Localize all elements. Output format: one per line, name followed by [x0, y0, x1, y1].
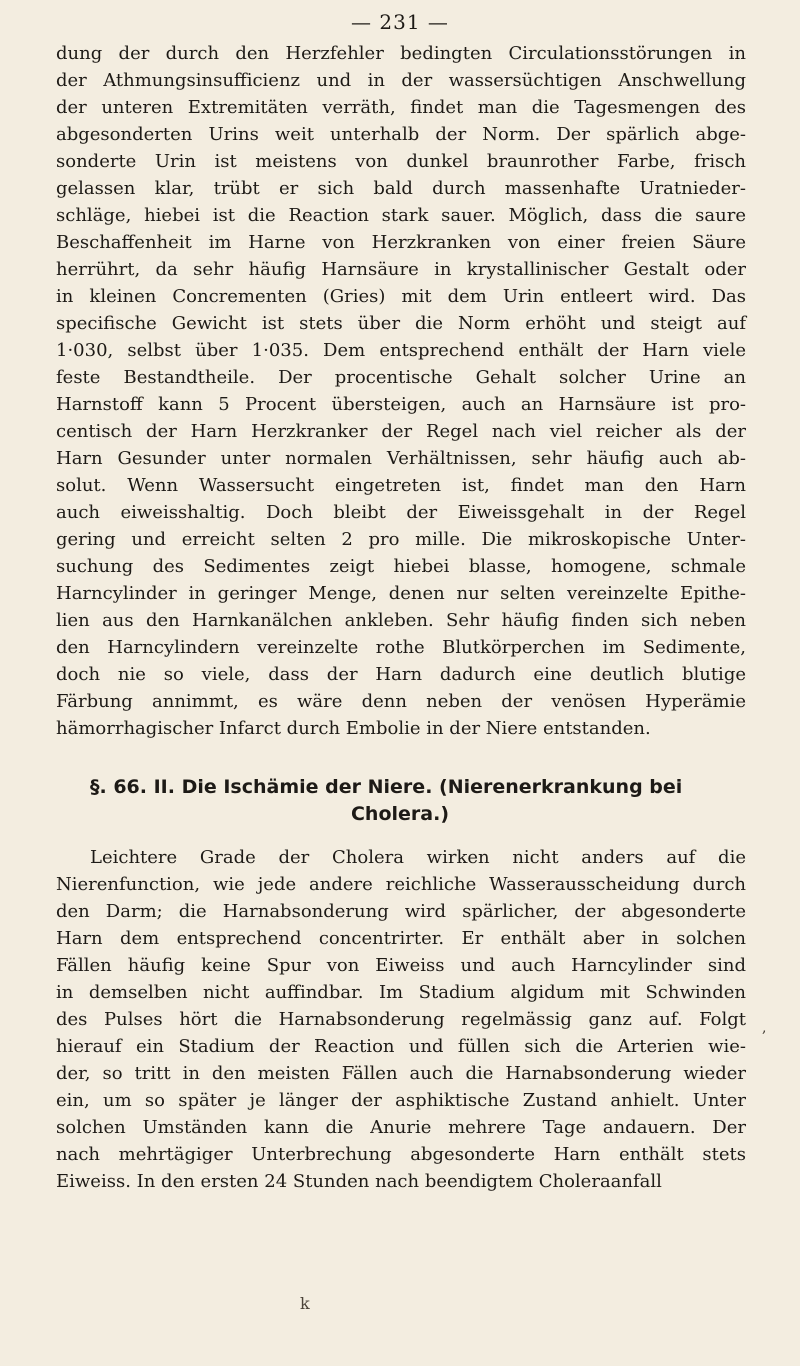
paragraph2-line: Harn dem entsprechend concentrirter. Er enthält aber in solchen: [56, 928, 746, 949]
paragraph2-line: des Pulses hört die Harnabsonderung regelmässig ganz auf. Folgt: [56, 1009, 746, 1030]
paragraph1-line: der Athmungsinsufficienz und in der wassersüchtigen Anschwellung: [56, 70, 746, 91]
paragraph1-line: Harn Gesunder unter normalen Verhältnissen, sehr häufig auch ab-: [56, 448, 746, 469]
paragraph1-line: gelassen klar, trübt er sich bald durch massenhafte Uratnieder-: [56, 178, 746, 199]
paragraph1-line: in kleinen Concrementen (Gries) mit dem Urin entleert wird. Das: [56, 286, 746, 307]
paragraph1-line: sonderte Urin ist meistens von dunkel braunrother Farbe, frisch: [56, 151, 746, 172]
paragraph1-line: doch nie so viele, dass der Harn dadurch eine deutlich blutige: [56, 664, 746, 685]
paragraph1-line: hämorrhagischer Infarct durch Embolie in der Niere entstanden.: [56, 718, 651, 739]
paragraph1-line: abgesonderten Urins weit unterhalb der Norm. Der spärlich abge-: [56, 124, 746, 145]
paragraph1-line: lien aus den Harnkanälchen ankleben. Sehr häufig finden sich neben: [56, 610, 746, 631]
paragraph1-line: specifische Gewicht ist stets über die Norm erhöht und steigt auf: [56, 313, 746, 334]
paragraph1-line: solut. Wenn Wassersucht eingetreten ist, findet man den Harn: [56, 475, 746, 496]
paragraph2-line: solchen Umständen kann die Anurie mehrere Tage andauern. Der: [56, 1117, 746, 1138]
paragraph2-line: nach mehrtägiger Unterbrechung abgesonderte Harn enthält stets: [56, 1144, 746, 1165]
paragraph2-line: hierauf ein Stadium der Reaction und füllen sich die Arterien wie-: [56, 1036, 746, 1057]
paragraph1-line: auch eiweisshaltig. Doch bleibt der Eiweissgehalt in der Regel: [56, 502, 746, 523]
paragraph1-line: herrührt, da sehr häufig Harnsäure in krystallinischer Gestalt oder: [56, 259, 746, 280]
paragraph1-line: suchung des Sedimentes zeigt hiebei blasse, homogene, schmale: [56, 556, 746, 577]
paragraph2-line: der, so tritt in den meisten Fällen auch die Harnabsonderung wieder: [56, 1063, 746, 1084]
section-heading: §. 66. II. Die Ischämie der Niere. (Nierenerkrankung bei: [90, 776, 683, 798]
paragraph1-line: feste Bestandtheile. Der procentische Gehalt solcher Urine an: [56, 367, 746, 388]
paragraph1-line: der unteren Extremitäten verräth, findet man die Tagesmengen des: [56, 97, 746, 118]
page-number: — 231 —: [351, 10, 449, 34]
paragraph2-line: Leichtere Grade der Cholera wirken nicht anders auf die: [90, 847, 746, 868]
footer-mark: k: [300, 1294, 310, 1313]
paragraph1-line: Färbung annimmt, es wäre denn neben der venösen Hyperämie: [56, 691, 746, 712]
margin-mark: ,: [762, 1020, 767, 1036]
paragraph1-line: Beschaffenheit im Harne von Herzkranken von einer freien Säure: [56, 232, 746, 253]
paragraph1-line: 1·030, selbst über 1·035. Dem entsprechend enthält der Harn viele: [56, 340, 746, 361]
paragraph2-line: Eiweiss. In den ersten 24 Stunden nach beendigtem Choleraanfall: [56, 1171, 662, 1192]
paragraph1-line: dung der durch den Herzfehler bedingten Circulationsstörungen in: [56, 43, 746, 64]
section-heading-continuation: Cholera.): [350, 803, 449, 825]
paragraph1-line: Harncylinder in geringer Menge, denen nur selten vereinzelte Epithe-: [56, 583, 746, 604]
paragraph2-line: Nierenfunction, wie jede andere reichliche Wasserausscheidung durch: [56, 874, 746, 895]
paragraph1-line: gering und erreicht selten 2 pro mille. Die mikroskopische Unter-: [56, 529, 746, 550]
paragraph1-line: schläge, hiebei ist die Reaction stark sauer. Möglich, dass die saure: [56, 205, 746, 226]
paragraph2-line: den Darm; die Harnabsonderung wird spärlicher, der abgesonderte: [56, 901, 746, 922]
paragraph2-line: in demselben nicht auffindbar. Im Stadium algidum mit Schwinden: [56, 982, 746, 1003]
paragraph1-line: centisch der Harn Herzkranker der Regel nach viel reicher als der: [56, 421, 746, 442]
paragraph2-line: ein, um so später je länger der asphiktische Zustand anhielt. Unter: [56, 1090, 746, 1111]
paragraph1-line: Harnstoff kann 5 Procent übersteigen, auch an Harnsäure ist pro-: [56, 394, 746, 415]
paragraph1-line: den Harncylindern vereinzelte rothe Blutkörperchen im Sedimente,: [56, 637, 746, 658]
paragraph2-line: Fällen häufig keine Spur von Eiweiss und auch Harncylinder sind: [56, 955, 746, 976]
